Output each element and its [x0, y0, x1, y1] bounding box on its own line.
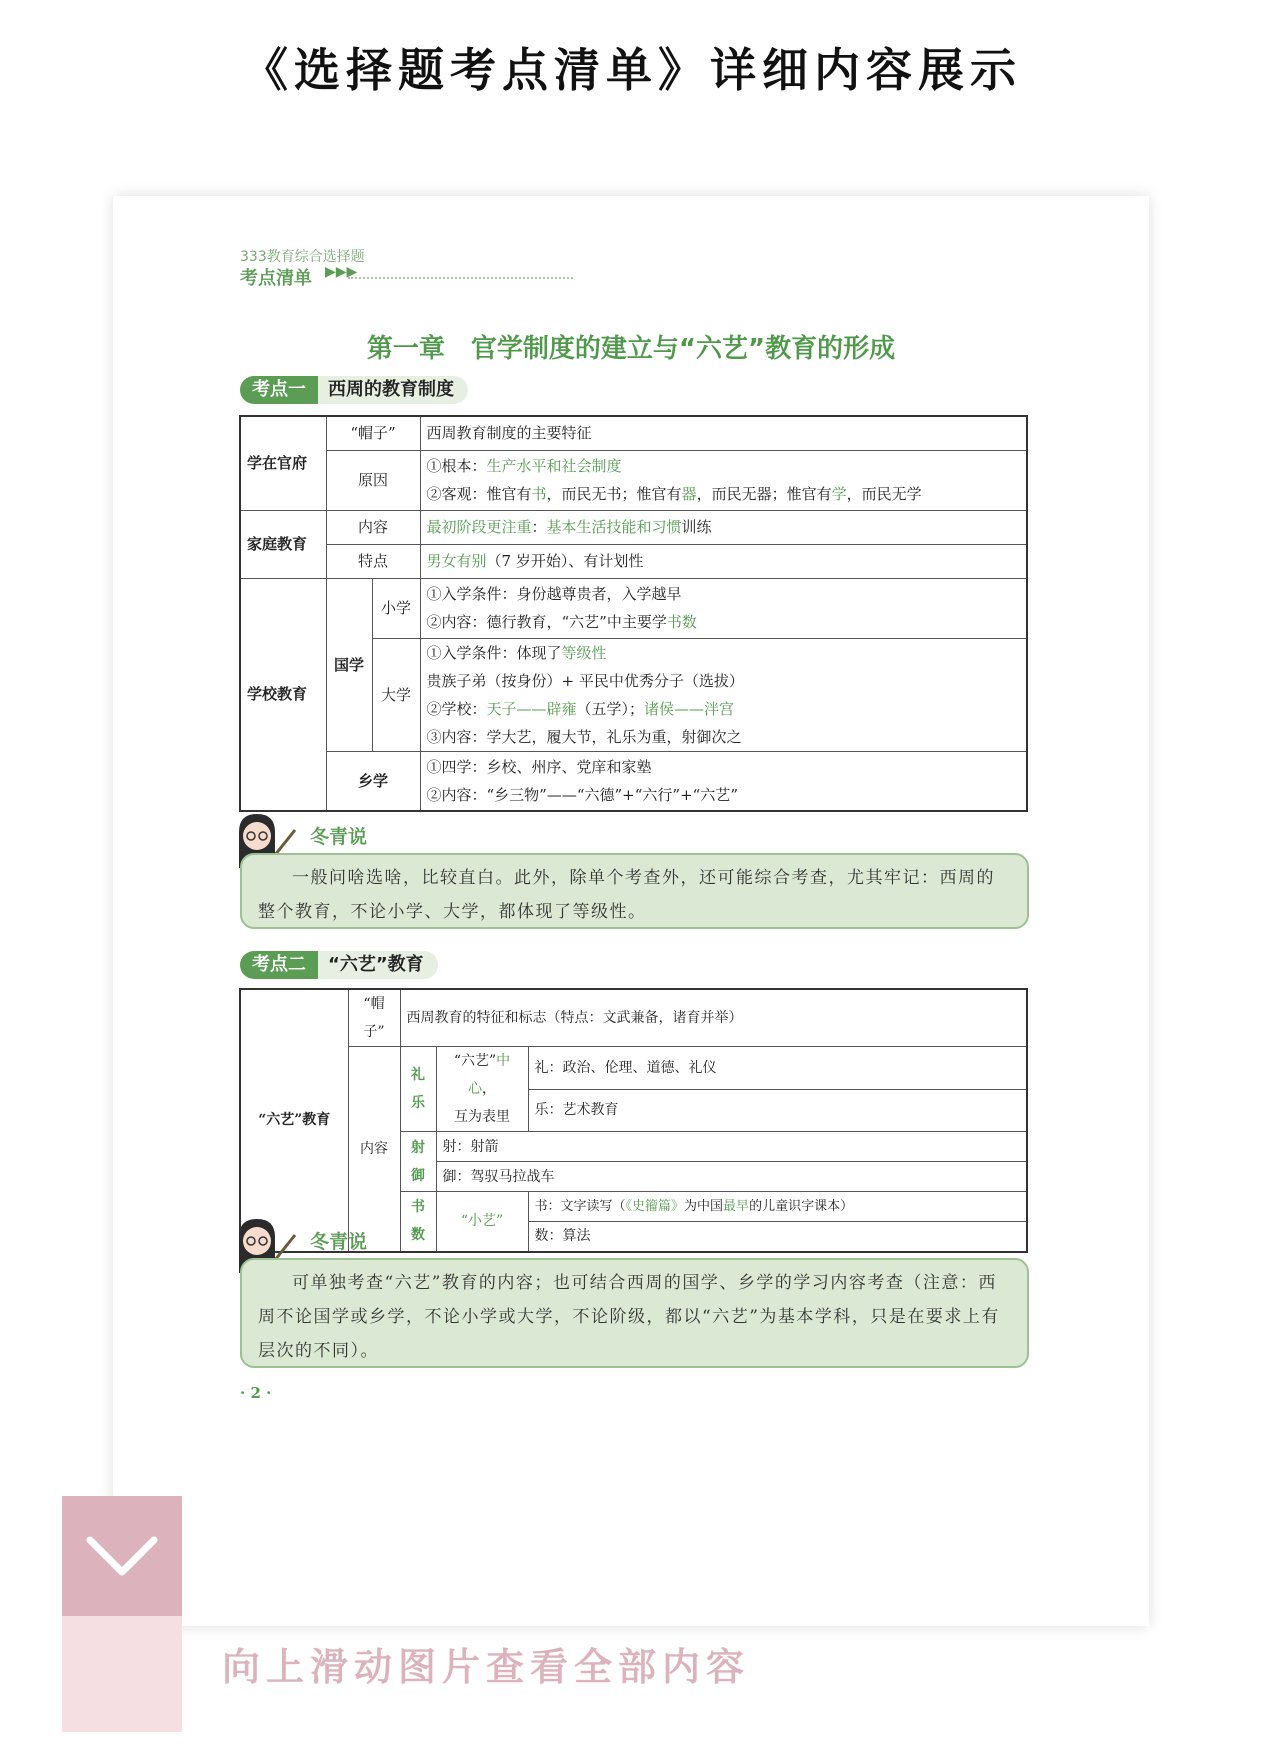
cell-xiaoyi: “小艺”: [436, 1192, 528, 1252]
cell-maozi-val: 西周教育制度的主要特征: [420, 416, 1027, 450]
cell-maozi: “帽子”: [326, 416, 420, 450]
cell-neirong2: 内容: [348, 1047, 400, 1252]
cell-yuanyin: 原因: [326, 450, 420, 510]
header-divider: [348, 277, 573, 279]
header-subtitle: 333教育综合选择题: [240, 249, 365, 265]
scroll-hint-text: 向上滑动图片查看全部内容: [222, 1644, 751, 1689]
cell-neirong-val: 最初阶段更注重：基本生活技能和习惯训练: [420, 510, 1027, 544]
six-arts-table: [239, 988, 1028, 1253]
chapter-title: 第一章 官学制度的建立与“六艺”教育的形成: [366, 334, 896, 364]
cell-shushu: 书数: [400, 1192, 436, 1252]
dq-label-1: 冬青说: [310, 826, 368, 848]
cell-tedian-val: 男女有别（7 岁开始）、有计划性: [420, 544, 1027, 578]
cell-xiangxue: 乡学: [326, 751, 420, 811]
page-number: · 2 ·: [240, 1384, 272, 1402]
cell-maozi2: “帽子”: [348, 989, 400, 1047]
point-tag: 考点二: [240, 951, 318, 979]
cell-xzgf: 学在官府: [240, 416, 326, 510]
cell-jtjy: 家庭教育: [240, 510, 326, 578]
chevron-down-icon: [62, 1496, 182, 1616]
document-page: [113, 196, 1149, 1626]
point-one-heading: [240, 376, 468, 404]
cell-she: 射：射箭: [436, 1132, 1027, 1162]
tip-bubble-1: 一般问啥选啥，比较直白。此外，除单个考查外，还可能综合考查，尤其牢记：西周的整个教育，不论小学、大学，都体现了等级性。: [240, 853, 1029, 929]
tip-bubble-2: 可单独考查“六艺”教育的内容；也可结合西周的国学、乡学的学习内容考查（注意：西周不论国学或乡学，不论小学或大学，不论阶级，都以“六艺”为基本学科，只是在要求上有层次的不同）。: [240, 1258, 1029, 1368]
cell-xiangxue-val: ①四学：乡校、州序、党庠和家塾 ②内容：“乡三物”——“六德”+“六行”+“六艺”: [420, 751, 1027, 811]
cell-shu: 书：文字读写（《史籀篇》为中国最早的儿童识字课本）: [528, 1192, 1027, 1222]
cell-daxue-val: ①入学条件：体现了等级性 贵族子弟（按身份）+ 平民中优秀分子（选拔） ②学校：天子——辟雍（五学）；诸侯——泮宫 ③内容：学大艺，履大节，礼乐为重，射御次之: [420, 638, 1027, 751]
cell-sheyu: 射御: [400, 1132, 436, 1192]
cell-li: 礼：政治、伦理、道德、礼仪: [528, 1047, 1027, 1090]
cell-center: “六艺”中心， 互为表里: [436, 1047, 528, 1132]
header-arrows-icon: ▶▶▶: [325, 264, 358, 280]
cell-xiaoxue-val: ①入学条件：身份越尊贵者，入学越早 ②内容：德行教育，“六艺”中主要学书数: [420, 578, 1027, 638]
cell-xxjy: 学校教育: [240, 578, 326, 811]
point-name: “六艺”教育: [318, 951, 438, 979]
point-name: 西周的教育制度: [318, 376, 468, 404]
header-main: 考点清单: [240, 268, 312, 289]
point-tag: 考点一: [240, 376, 318, 404]
cell-lile: 礼乐: [400, 1047, 436, 1132]
cell-suan: 数：算法: [528, 1222, 1027, 1252]
cell-maozi2-val: 西周教育的特征和标志（特点：文武兼备，诸育并举）: [400, 989, 1027, 1047]
cell-yue: 乐：艺术教育: [528, 1089, 1027, 1132]
page-title: 《选择题考点清单》详细内容展示: [242, 43, 1022, 97]
dq-label-2: 冬青说: [310, 1231, 368, 1253]
cell-yu: 御：驾驭马拉战车: [436, 1162, 1027, 1192]
cell-neirong: 内容: [326, 510, 420, 544]
cell-tedian: 特点: [326, 544, 420, 578]
education-system-table: [239, 415, 1028, 812]
cell-yuanyin-val: ①根本：生产水平和社会制度 ②客观：惟官有书，而民无书；惟官有器，而民无器；惟官有学，而民无学: [420, 450, 1027, 510]
cell-lyjy: “六艺”教育: [240, 989, 348, 1252]
cell-daxue: 大学: [372, 638, 420, 751]
scroll-down-button[interactable]: [62, 1496, 182, 1616]
point-two-heading: [240, 951, 438, 979]
cell-xiaoxue: 小学: [372, 578, 420, 638]
cell-guoxue: 国学: [326, 578, 372, 751]
